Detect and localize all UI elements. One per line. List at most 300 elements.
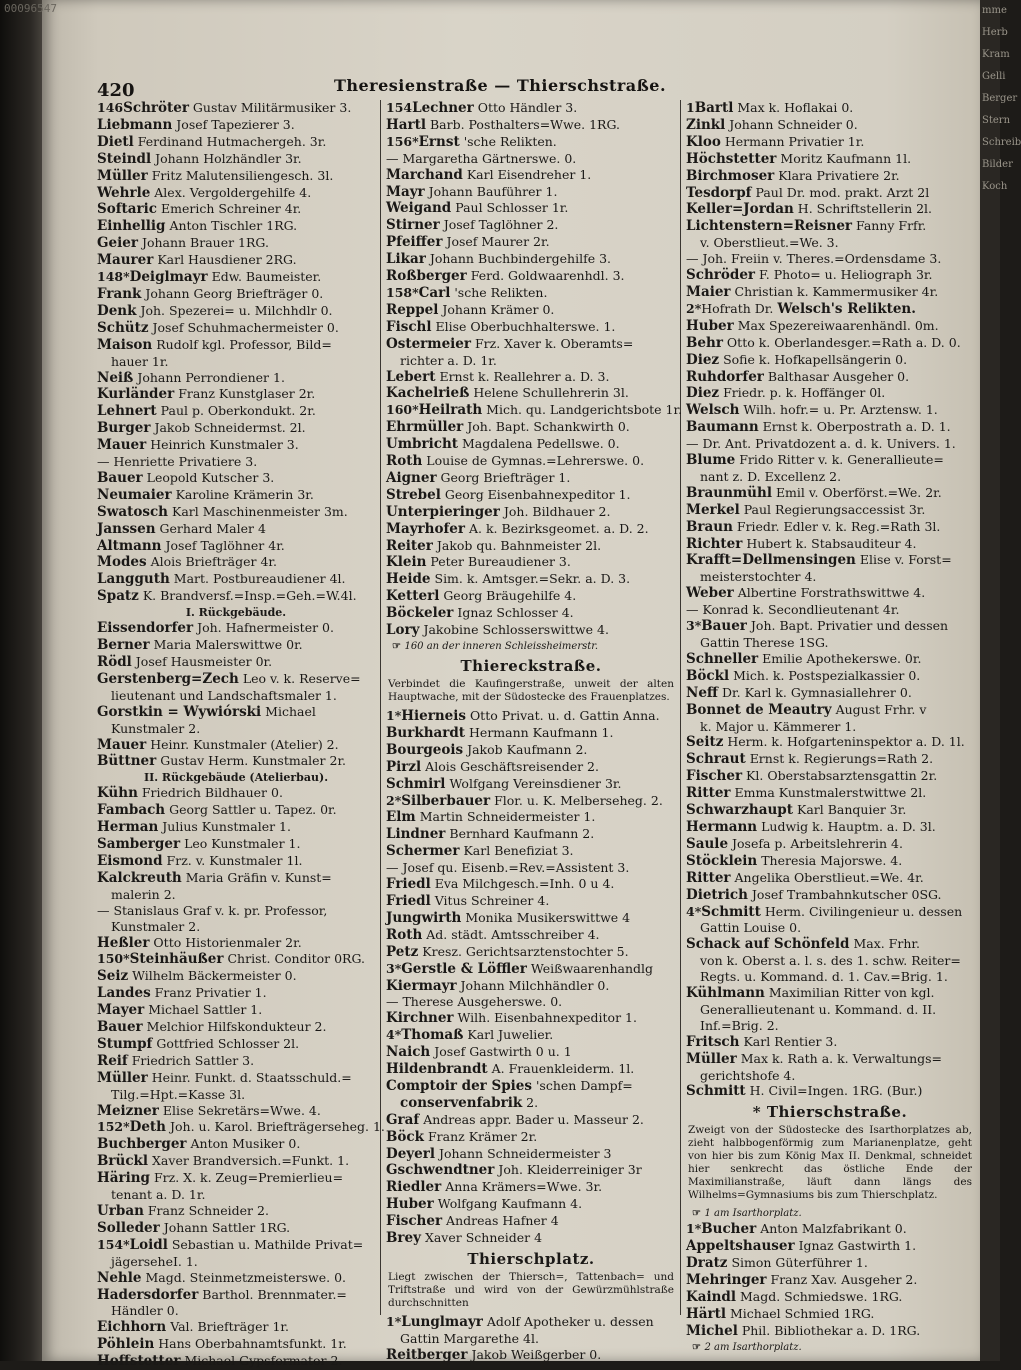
resident-surname: Ehrmüller bbox=[386, 419, 464, 436]
entry-continuation bbox=[386, 1331, 676, 1347]
resident-surname: Frank bbox=[97, 285, 142, 302]
resident-details: Fanny Frfr. bbox=[856, 218, 927, 234]
resident-entry bbox=[97, 521, 375, 538]
resident-surname: Graf bbox=[386, 1111, 420, 1128]
resident-surname: Böckeler bbox=[386, 605, 454, 622]
entry-continuation bbox=[686, 569, 974, 585]
resident-surname: Heide bbox=[386, 571, 431, 588]
resident-entry bbox=[97, 704, 375, 721]
resident-surname: Mayr bbox=[386, 183, 425, 200]
resident-details: Frz. v. Kunstmaler 1l. bbox=[166, 852, 303, 868]
resident-details: Leo v. k. Reserve= bbox=[242, 670, 361, 686]
resident-surname: Stumpf bbox=[97, 1035, 153, 1052]
resident-details: Christ. Conditor 0RG. bbox=[227, 951, 365, 967]
resident-details: — Dr. Ant. Privatdozent a. d. k. Univers. 1. bbox=[686, 436, 956, 452]
resident-surname: Reiter bbox=[386, 537, 433, 554]
resident-entry bbox=[97, 185, 375, 202]
resident-entry bbox=[97, 337, 375, 354]
resident-entry bbox=[686, 1272, 974, 1289]
pointing-hand-icon: ☞ bbox=[692, 1341, 705, 1353]
resident-surname: Ruhdorfer bbox=[686, 368, 764, 385]
resident-entry bbox=[686, 651, 974, 668]
resident-entry bbox=[97, 785, 375, 802]
resident-details: Frz. X. k. Zeug=Premierlieu= bbox=[153, 1170, 344, 1186]
resident-details: Karl Juwelier. bbox=[467, 1027, 554, 1043]
resident-surname: Landes bbox=[97, 985, 151, 1002]
resident-details: Karl Benefiziat 3. bbox=[463, 843, 574, 859]
resident-details: Friedr. p. k. Hoffänger 0l. bbox=[723, 385, 886, 401]
resident-details: 'schen Dampf= bbox=[536, 1077, 633, 1093]
resident-entry bbox=[686, 452, 974, 469]
resident-details: Ferdinand Hutmachergeh. 3r. bbox=[137, 133, 327, 149]
resident-surname: Hadersdorfer bbox=[97, 1286, 199, 1303]
resident-entry bbox=[97, 1203, 375, 1220]
resident-details: Alex. Vergoldergehilfe 4. bbox=[154, 184, 312, 200]
resident-surname: Silberbauer bbox=[401, 792, 491, 809]
resident-details: K. Brandversf.=Insp.=Geh.=W.4l. bbox=[142, 588, 357, 604]
resident-surname: Ostermeier bbox=[386, 335, 472, 352]
resident-entry bbox=[386, 200, 676, 217]
resident-surname: Maison bbox=[97, 336, 153, 353]
resident-entry bbox=[686, 402, 974, 419]
resident-details: Wolfgang Kaufmann 4. bbox=[437, 1196, 583, 1212]
resident-entry bbox=[386, 1129, 676, 1146]
column-3 bbox=[686, 100, 974, 1355]
entry-continuation bbox=[97, 1254, 375, 1270]
resident-details: Heinr. Kunstmaler (Atelier) 2. bbox=[150, 736, 339, 752]
resident-entry bbox=[386, 1010, 676, 1027]
resident-surname: Lebert bbox=[386, 368, 436, 385]
resident-details: Ernst k. Regierungs=Rath 2. bbox=[749, 751, 934, 767]
resident-details: Gottfried Schlosser 2l. bbox=[156, 1035, 300, 1051]
resident-entry bbox=[386, 336, 676, 353]
resident-details: Weißwaarenhandlg bbox=[530, 960, 654, 976]
resident-surname: Bartl bbox=[694, 100, 734, 116]
resident-entry bbox=[97, 1153, 375, 1170]
resident-entry bbox=[97, 252, 375, 269]
resident-details: Magdalena Pedellswe. 0. bbox=[462, 436, 620, 452]
resident-details: A. k. Bezirksgeomet. a. D. 2. bbox=[468, 520, 649, 536]
resident-entry bbox=[386, 117, 676, 134]
resident-surname: Fischl bbox=[386, 318, 432, 335]
resident-details: Frz. Xaver k. Oberamts= bbox=[475, 335, 634, 351]
resident-details: Anton Tischler 1RG. bbox=[169, 218, 298, 234]
resident-surname: Urban bbox=[97, 1203, 144, 1219]
resident-surname: Böckl bbox=[686, 667, 730, 684]
resident-surname: Naich bbox=[386, 1044, 431, 1061]
entry-continuation bbox=[686, 1068, 974, 1084]
resident-entry bbox=[97, 1319, 375, 1336]
resident-details: v. Oberstlieut.=We. 3. bbox=[700, 235, 839, 251]
resident-surname: Mayrhofer bbox=[386, 520, 465, 537]
resident-surname: Geier bbox=[97, 235, 138, 252]
resident-details: Ferd. Goldwaarenhdl. 3. bbox=[470, 268, 625, 284]
resident-entry bbox=[97, 819, 375, 836]
resident-details: Emerich Schreiner 4r. bbox=[161, 201, 302, 217]
resident-surname: Janssen bbox=[97, 520, 156, 537]
resident-entry bbox=[686, 768, 974, 785]
resident-surname: Tesdorpf bbox=[686, 184, 752, 201]
resident-details: malerin 2. bbox=[111, 886, 176, 902]
resident-surname: Schack auf Schönfeld bbox=[686, 936, 850, 953]
resident-surname: Neumaier bbox=[97, 486, 172, 503]
resident-surname: Büttner bbox=[97, 753, 157, 770]
resident-surname: Steinhäußer bbox=[129, 951, 224, 968]
resident-surname: Herman bbox=[97, 819, 159, 836]
resident-details: Anton Malzfabrikant 0. bbox=[760, 1221, 907, 1237]
resident-surname: Loidl bbox=[129, 1236, 168, 1253]
resident-surname: Samberger bbox=[97, 836, 181, 853]
resident-surname: Reitberger bbox=[386, 1346, 468, 1363]
resident-details: Gustav Herm. Kunstmaler 2r. bbox=[160, 753, 347, 769]
resident-entry bbox=[386, 876, 676, 893]
pointing-hand-icon: ☞ bbox=[692, 1208, 705, 1220]
resident-details: tenant a. D. 1r. bbox=[111, 1187, 206, 1203]
resident-details: Jakobine Schlosserswittwe 4. bbox=[423, 622, 609, 638]
resident-entry bbox=[97, 737, 375, 754]
resident-entry bbox=[386, 622, 676, 639]
resident-surname: Mauer bbox=[97, 736, 147, 753]
resident-details: Otto Händler 3. bbox=[477, 100, 578, 115]
resident-entry bbox=[686, 318, 974, 335]
resident-surname: Gschwendtner bbox=[386, 1162, 495, 1179]
resident-surname: Welsch bbox=[686, 402, 740, 419]
resident-entry bbox=[97, 836, 375, 853]
resident-entry bbox=[386, 759, 676, 776]
resident-details: — Josef qu. Eisenb.=Rev.=Assistent 3. bbox=[386, 860, 630, 876]
resident-details: Magd. Schmiedswe. 1RG. bbox=[739, 1289, 903, 1304]
resident-details: Georg Eisenbahnexpeditor 1. bbox=[444, 486, 631, 502]
resident-surname: Eismond bbox=[97, 852, 163, 869]
resident-entry bbox=[686, 887, 974, 904]
resident-entry bbox=[97, 620, 375, 637]
resident-surname: Fambach bbox=[97, 802, 166, 819]
resident-details: Paul Dr. mod. prakt. Arzt 2l bbox=[755, 184, 930, 200]
resident-entry bbox=[97, 1103, 375, 1120]
resident-entry bbox=[386, 1061, 676, 1078]
resident-details: jägerseheI. 1. bbox=[111, 1253, 198, 1269]
resident-surname: Swatosch bbox=[97, 503, 168, 520]
house-number: 1* bbox=[686, 1221, 702, 1237]
resident-details: Karoline Krämerin 3r. bbox=[175, 486, 314, 502]
resident-details: Andreas appr. Bader u. Masseur 2. bbox=[423, 1111, 644, 1127]
resident-entry bbox=[97, 935, 375, 952]
resident-details: Helene Schullehrerin 3l. bbox=[473, 385, 629, 401]
resident-surname: Roth bbox=[386, 926, 423, 943]
resident-details: Eva Milchgesch.=Inh. 0 u 4. bbox=[434, 876, 615, 892]
resident-entry bbox=[386, 571, 676, 588]
house-number: 3* bbox=[386, 960, 402, 976]
resident-surname: Huber bbox=[686, 317, 734, 334]
resident-surname: Kalckreuth bbox=[97, 869, 182, 886]
resident-details: Andreas Hafner 4 bbox=[446, 1213, 559, 1229]
resident-entry bbox=[97, 1353, 375, 1370]
resident-entry bbox=[97, 320, 375, 337]
resident-entry bbox=[386, 521, 676, 538]
resident-details: Wilh. hofr.= u. Pr. Arztensw. 1. bbox=[743, 402, 938, 418]
house-number: 154 bbox=[386, 100, 413, 115]
house-number: 160* bbox=[386, 402, 419, 418]
resident-surname: Schütz bbox=[97, 319, 149, 336]
resident-entry bbox=[686, 702, 974, 719]
resident-surname: Höchstetter bbox=[686, 150, 777, 167]
resident-surname: Roth bbox=[386, 453, 423, 470]
resident-surname: Bonnet de Meautry bbox=[686, 701, 832, 718]
resident-details: Albertine Forstrathswittwe 4. bbox=[737, 585, 926, 601]
street-description: Liegt zwischen der Thiersch=, Tattenbach= und Triftstraße und wird von der Gewürzmühlstraße durchschnitten bbox=[388, 1271, 674, 1309]
resident-entry bbox=[97, 134, 375, 151]
resident-details: Inf.=Brig. 2. bbox=[700, 1017, 779, 1033]
resident-details: Johann Schneidermeister 3 bbox=[438, 1145, 612, 1161]
resident-entry bbox=[686, 836, 974, 853]
resident-surname: Braunmühl bbox=[686, 484, 772, 501]
resident-details: Paul p. Oberkondukt. 2r. bbox=[160, 403, 316, 419]
resident-surname: Buchberger bbox=[97, 1136, 187, 1153]
resident-entry bbox=[97, 671, 375, 688]
resident-details: Leopold Kutscher 3. bbox=[146, 469, 275, 485]
resident-details: von k. Oberst a. l. s. des 1. schw. Reiter= bbox=[700, 953, 961, 969]
resident-surname: Stöcklein bbox=[686, 852, 758, 869]
resident-details: meisterstochter 4. bbox=[700, 569, 817, 585]
resident-surname: Kaindl bbox=[686, 1289, 736, 1305]
resident-details: Emma Kunstmalerstwittwe 2l. bbox=[734, 785, 927, 801]
resident-entry bbox=[97, 269, 375, 286]
resident-details: Jakob Weißgerber 0. bbox=[471, 1346, 602, 1362]
resident-surname: Schermer bbox=[386, 843, 460, 860]
resident-details: Gattin Louise 0. bbox=[700, 920, 802, 936]
resident-details: Johann Bauführer 1. bbox=[428, 183, 558, 199]
resident-entry bbox=[97, 753, 375, 770]
resident-surname: Fischer bbox=[386, 1213, 443, 1230]
resident-surname: Kloo bbox=[686, 133, 721, 150]
resident-details: Jakob Schneidermst. 2l. bbox=[154, 420, 306, 436]
resident-surname: Likar bbox=[386, 251, 426, 268]
resident-details: Generallieutenant u. Kommand. d. II. bbox=[700, 1001, 937, 1017]
resident-entry bbox=[97, 218, 375, 235]
resident-surname: Hoffstetter bbox=[97, 1353, 181, 1370]
resident-surname: Lory bbox=[386, 622, 420, 639]
resident-details: Johann Brauer 1RG. bbox=[141, 235, 269, 251]
resident-details: Sofie k. Hofkapellsängerin 0. bbox=[723, 351, 908, 367]
resident-entry bbox=[386, 809, 676, 826]
resident-entry bbox=[386, 860, 676, 876]
resident-entry bbox=[386, 436, 676, 453]
resident-details: gerichtshofe 4. bbox=[700, 1067, 796, 1083]
resident-entry bbox=[386, 1213, 676, 1230]
resident-details: Barb. Posthalters=Wwe. 1RG. bbox=[429, 116, 620, 132]
column-1 bbox=[97, 100, 385, 1370]
resident-surname: Brey bbox=[386, 1230, 421, 1247]
resident-surname: Müller bbox=[686, 1050, 737, 1067]
resident-surname: Lindner bbox=[386, 826, 446, 843]
resident-entry bbox=[686, 419, 974, 436]
resident-details: 2. bbox=[526, 1094, 539, 1110]
resident-entry bbox=[686, 668, 974, 685]
resident-entry bbox=[386, 385, 676, 402]
resident-surname: Kühn bbox=[97, 785, 138, 802]
house-number: 156* bbox=[386, 133, 419, 149]
resident-entry bbox=[97, 554, 375, 571]
resident-surname: Ketterl bbox=[386, 588, 440, 605]
resident-entry bbox=[386, 470, 676, 487]
resident-details: H. Civil=Ingen. 1RG. (Bur.) bbox=[749, 1083, 923, 1099]
resident-entry bbox=[386, 217, 676, 234]
resident-entry bbox=[97, 454, 375, 470]
next-page-edge: mme Herb Kram Gelli Berger Stern Schreib Bilder Koch bbox=[980, 0, 1000, 1361]
resident-entry bbox=[97, 117, 375, 134]
resident-entry bbox=[686, 134, 974, 151]
resident-details: Otto k. Oberlandesger.=Rath a. D. 0. bbox=[726, 334, 961, 350]
resident-details: richter a. D. 1r. bbox=[400, 352, 497, 368]
resident-details: Xaver Schneider 4 bbox=[424, 1230, 543, 1246]
resident-entry bbox=[97, 370, 375, 387]
resident-details: — Joh. Freiin v. Theres.=Ordensdame 3. bbox=[686, 251, 942, 267]
resident-entry bbox=[97, 470, 375, 487]
resident-surname: Michel bbox=[686, 1322, 738, 1339]
resident-entry bbox=[386, 742, 676, 759]
section-heading: Thierschplatz. bbox=[467, 1250, 595, 1268]
resident-details: Franz Xav. Ausgeher 2. bbox=[770, 1272, 918, 1288]
resident-entry bbox=[386, 184, 676, 201]
resident-details: Maria Malerswittwe 0r. bbox=[153, 637, 303, 653]
location-note bbox=[386, 639, 676, 654]
resident-entry bbox=[97, 201, 375, 218]
resident-surname: Baumann bbox=[686, 419, 759, 436]
resident-details: Johann Sattler 1RG. bbox=[163, 1219, 291, 1235]
resident-details: Gerhard Maler 4 bbox=[159, 520, 266, 536]
resident-surname: Lunglmayr bbox=[401, 1314, 483, 1330]
resident-details: Klara Privatiere 2r. bbox=[778, 167, 900, 183]
resident-details: Johann Georg Briefträger 0. bbox=[145, 285, 324, 301]
resident-surname: Fischer bbox=[686, 768, 743, 785]
resident-details: Heinr. Funkt. d. Staatsschuld.= bbox=[151, 1069, 352, 1085]
resident-surname: Hildenbrandt bbox=[386, 1061, 488, 1078]
resident-surname: Spatz bbox=[97, 588, 139, 605]
resident-surname: Ritter bbox=[686, 785, 731, 802]
resident-details: Mich. k. Postspezialkassier 0. bbox=[733, 667, 921, 683]
resident-details: Hermann Kaufmann 1. bbox=[469, 724, 614, 740]
resident-details: Sim. k. Amtsger.=Sekr. a. D. 3. bbox=[434, 571, 631, 587]
entry-continuation bbox=[686, 719, 974, 735]
house-number: 3* bbox=[686, 618, 702, 634]
resident-details: Kunstmaler 2. bbox=[111, 720, 201, 736]
resident-details: Jakob qu. Bahnmeister 2l. bbox=[436, 537, 602, 553]
resident-surname: Härtl bbox=[686, 1305, 726, 1322]
resident-details: H. Schriftstellerin 2l. bbox=[797, 201, 933, 217]
resident-details: Adolf Apotheker u. dessen bbox=[486, 1314, 654, 1329]
resident-surname: Lehnert bbox=[97, 403, 157, 420]
resident-details: Georg Briefträger 1. bbox=[440, 469, 571, 485]
resident-surname: Schneller bbox=[686, 650, 759, 667]
resident-surname: Pfeiffer bbox=[386, 234, 443, 251]
resident-surname: Schröter bbox=[123, 100, 189, 116]
house-number: 1* bbox=[386, 1314, 402, 1329]
resident-entry bbox=[97, 1237, 375, 1254]
resident-surname: Eichhorn bbox=[97, 1319, 167, 1336]
resident-details: Joh. Hafnermeister 0. bbox=[197, 620, 334, 636]
resident-details: Josef Schuhmachermeister 0. bbox=[152, 319, 339, 335]
resident-entry bbox=[686, 618, 974, 635]
house-number: 4* bbox=[686, 903, 702, 919]
resident-entry bbox=[686, 301, 974, 318]
scan-id: 00096547 bbox=[4, 2, 57, 15]
resident-surname: Birchmoser bbox=[686, 167, 775, 184]
resident-details: Karl Maschinenmeister 3m. bbox=[171, 503, 348, 519]
resident-entry bbox=[97, 100, 375, 117]
entry-continuation bbox=[97, 1087, 375, 1103]
entry-continuation bbox=[386, 353, 676, 369]
resident-entry bbox=[386, 487, 676, 504]
resident-details: Emilie Apothekerswe. 0r. bbox=[762, 650, 922, 666]
resident-entry bbox=[686, 168, 974, 185]
resident-surname: Hermann bbox=[686, 818, 758, 835]
resident-details: Kunstmaler 2. bbox=[111, 918, 201, 934]
resident-entry bbox=[686, 985, 974, 1002]
house-number: 2* bbox=[686, 300, 702, 316]
resident-details: Max. Frhr. bbox=[853, 936, 920, 952]
resident-details: Joh. Bapt. Schankwirth 0. bbox=[467, 419, 630, 435]
resident-details: Simon Güterführer 1. bbox=[731, 1255, 868, 1271]
resident-surname: Kurländer bbox=[97, 386, 175, 403]
resident-surname: Weigand bbox=[386, 200, 452, 217]
resident-details: Barthol. Brennmater.= bbox=[202, 1286, 347, 1302]
resident-surname: Aigner bbox=[386, 469, 437, 486]
resident-details: Magd. Steinmetzmeisterswe. 0. bbox=[145, 1269, 346, 1285]
resident-entry bbox=[97, 1070, 375, 1087]
resident-entry bbox=[97, 853, 375, 870]
resident-entry bbox=[686, 485, 974, 502]
entry-continuation bbox=[686, 469, 974, 485]
resident-surname: Bauer bbox=[97, 469, 143, 486]
resident-surname: Comptoir der Spies bbox=[386, 1077, 533, 1094]
resident-details: Balthasar Ausgeher 0. bbox=[767, 368, 910, 384]
resident-surname: Reif bbox=[97, 1052, 128, 1069]
resident-details: Gattin Margarethe 4l. bbox=[400, 1330, 539, 1346]
resident-surname: Gorstkin = Wywiórski bbox=[97, 703, 262, 720]
resident-surname: Steindl bbox=[97, 150, 152, 167]
resident-details: Kl. Oberstabsarztensgattin 2r. bbox=[746, 768, 938, 784]
resident-entry bbox=[686, 1083, 974, 1100]
resident-entry bbox=[386, 1044, 676, 1061]
resident-entry bbox=[686, 201, 974, 218]
resident-details: Josef Tapezierer 3. bbox=[176, 116, 295, 132]
entry-continuation bbox=[686, 235, 974, 251]
resident-details: Josef Maurer 2r. bbox=[446, 234, 550, 250]
resident-surname: Bucher bbox=[701, 1221, 757, 1238]
resident-entry bbox=[686, 502, 974, 519]
entry-continuation bbox=[97, 1303, 375, 1319]
resident-surname: Altmann bbox=[97, 537, 162, 554]
resident-details: Georg Bräugehilfe 4. bbox=[443, 588, 577, 604]
resident-surname: Richter bbox=[686, 535, 743, 552]
resident-surname: Kirchner bbox=[386, 1010, 454, 1027]
resident-details: Frido Ritter v. k. Generallieute= bbox=[739, 452, 944, 468]
resident-surname: Pöhlein bbox=[97, 1336, 155, 1353]
resident-entry bbox=[686, 904, 974, 921]
resident-details: Elise v. Forst= bbox=[859, 552, 952, 568]
resident-entry bbox=[97, 1136, 375, 1153]
resident-details: Ignaz Schlosser 4. bbox=[457, 605, 574, 621]
resident-details: — Henriette Privatiere 3. bbox=[97, 454, 258, 470]
resident-details: Josef Hausmeister 0r. bbox=[135, 654, 273, 669]
resident-surname: Burkhardt bbox=[386, 724, 466, 741]
resident-details: Joh. Kleiderreiniger 3r bbox=[498, 1162, 642, 1178]
resident-entry bbox=[97, 386, 375, 403]
resident-details: Karl Hausdiener 2RG. bbox=[157, 252, 297, 268]
house-number: 158* bbox=[386, 284, 419, 300]
house-number: 148* bbox=[97, 269, 130, 285]
resident-surname: Liebmann bbox=[97, 116, 173, 133]
